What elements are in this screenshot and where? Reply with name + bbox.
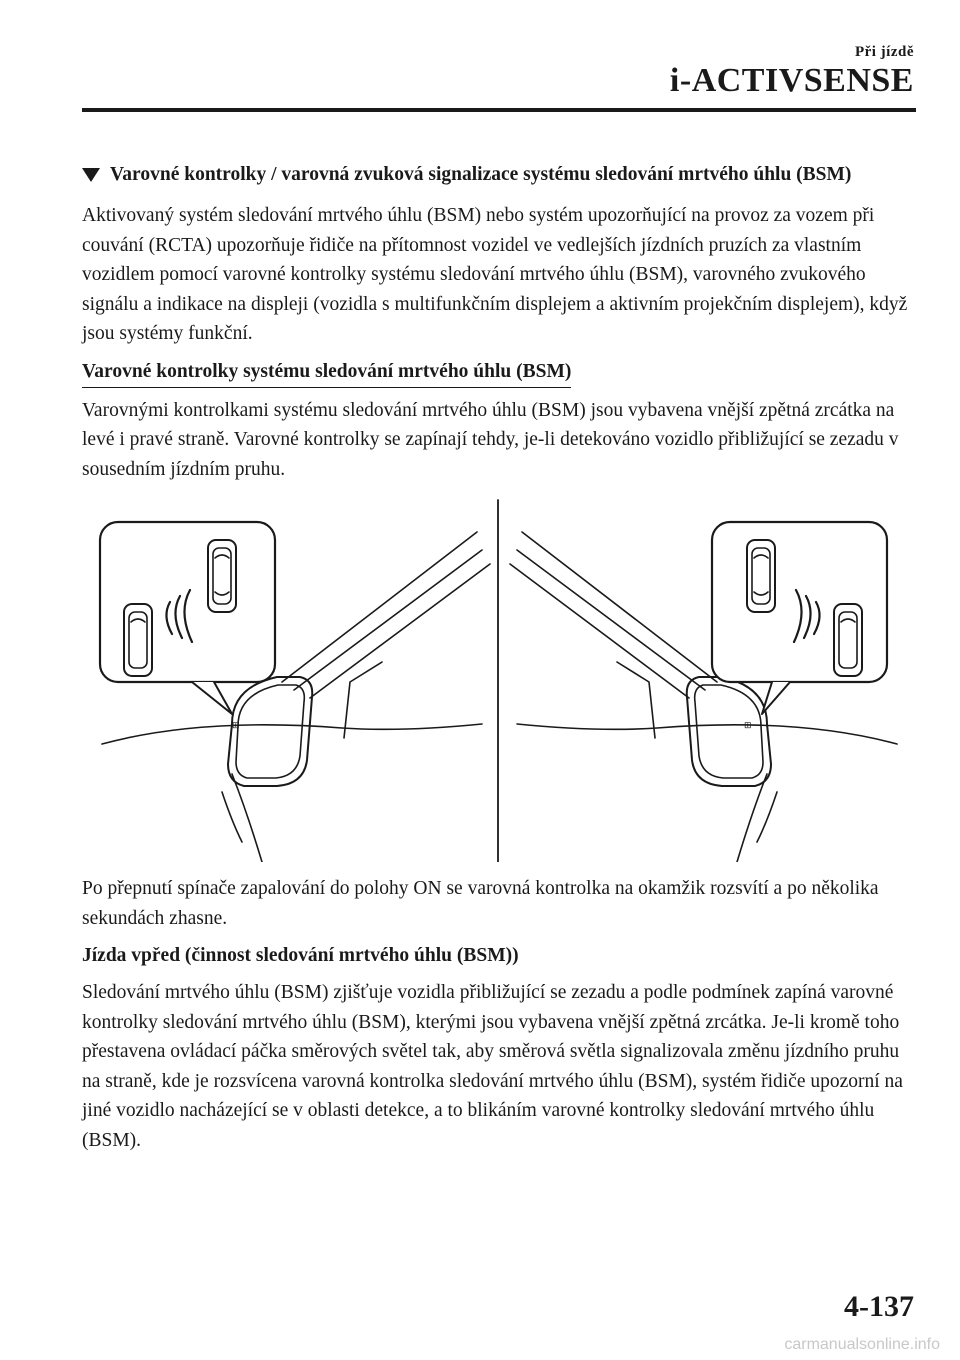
intro-paragraph: Aktivovaný systém sledování mrtvého úhlu (BSM) nebo systém upozorňující na provoz za vozem při couvání (RCTA) upozorňuje řidiče na přítomnost vozidel ve vedlejších jízdních pruzích za vlastním vozidlem pomocí varovné kontrolky systému sledování mrtvého úhlu (BSM), varovného zvukového signálu a indikace na displeji (vozidla s multifunkčním displejem a aktivním projekčním displejem), když jsou systémy funkční. <box>82 205 908 344</box>
forward-driving-paragraph: Sledování mrtvého úhlu (BSM) zjišťuje vozidla přibližující se zezadu a podle podmínek zapíná varovné kontrolky sledování mrtvého úhlu (BSM), kterými jsou vybavena vnější zpětná zrcátka. Je-li kromě toho přestavena ovládací páčka směrových světel tak, aby směrová světla signalizovala změnu jízdního pruhu na straně, kde je rozsvícena varovná kontrolka sledování mrtvého úhlu (BSM), systém řidiče upozorní na jiné vozidlo nacházející se v oblasti detekce, a to blikáním varovné kontrolky sledování mrtvého úhlu (BSM). <box>82 982 903 1151</box>
header-divider <box>82 108 916 112</box>
subheading-warning-lights: Varovné kontrolky systému sledování mrtvého úhlu (BSM) <box>82 357 571 388</box>
warning-lights-paragraph: Varovnými kontrolkami systému sledování mrtvého úhlu (BSM) jsou vybavena vnější zpětná zrcátka na levé i pravé straně. Varovné kontrolky se zapínají tehdy, je-li detekováno vozidlo přibližující se zezadu v sousedním jízdním pruhu. <box>82 399 899 480</box>
mirror-indicator-icon-right: ⊞ <box>744 720 752 730</box>
triangle-bullet-icon <box>82 168 100 182</box>
subheading-forward-driving: Jízda vpřed (činnost sledování mrtvého úhlu (BSM)) <box>82 945 519 966</box>
secondary-content <box>82 874 917 1163</box>
section-heading <box>82 160 917 189</box>
mirror-illustration <box>82 492 917 862</box>
main-content <box>82 160 917 492</box>
mirror-indicator-icon: ⊞ <box>232 720 240 730</box>
page-number: 4-137 <box>844 1290 914 1323</box>
ignition-paragraph: Po přepnutí spínače zapalování do polohy ON se varovná kontrolka na okamžik rozsvítí a po několika sekundách zhasne. <box>82 878 879 929</box>
section-title: Při jízdě <box>854 44 914 60</box>
chapter-title: i-ACTIVSENSE <box>669 62 914 99</box>
watermark: carmanualsonline.info <box>784 1336 940 1353</box>
section-heading-text: Varovné kontrolky / varovná zvuková signalizace systému sledování mrtvého úhlu (BSM) <box>110 164 852 185</box>
